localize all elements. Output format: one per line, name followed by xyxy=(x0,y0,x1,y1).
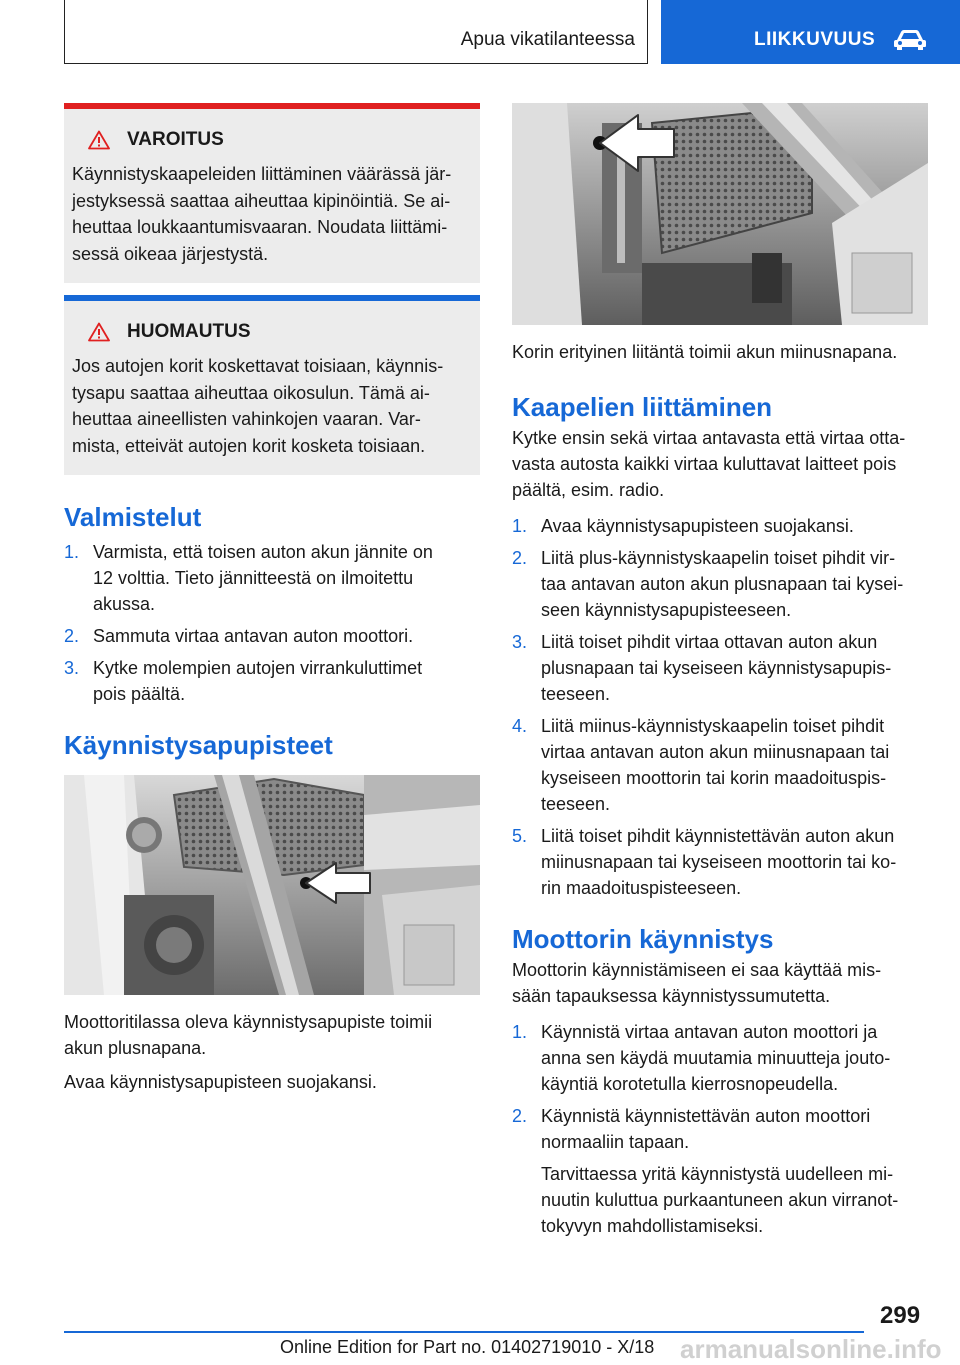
engine-start-intro: Moottorin käynnistämiseen ei saa käyttää mis- sään tapauksessa käynnistyssumutetta. xyxy=(512,960,882,1006)
list-item: 3. Liitä toiset pihdit virtaa ottavan auton akun plusnapaan tai kyseiseen käynnistysapupis- teeseen. xyxy=(512,632,892,704)
engine-start-heading: Moottorin käynnistys xyxy=(512,924,774,954)
left-column xyxy=(64,103,480,1095)
warning-triangle-icon xyxy=(88,130,110,150)
connect-steps xyxy=(512,513,928,901)
list-item: 4. Liitä miinus-käynnistyskaapelin toiset pihdit virtaa antavan auton akun miinusnapaan tai kyseiseen moottorin tai korin maadoituspis- teeseen. xyxy=(512,716,890,814)
right-column xyxy=(512,103,928,1239)
engine-start-step2-extra: Tarvittaessa yritä käynnistystä uudelleen mi- nuutin kuluttua purkaantuneen akun virranot- tokyvyn mahdollistamiseksi. xyxy=(541,1164,899,1236)
notice-box xyxy=(64,295,480,475)
connect-heading: Kaapelien liittäminen xyxy=(512,392,773,422)
jump-points-heading: Käynnistysapupisteet xyxy=(64,730,333,760)
warning-title: VAROITUS xyxy=(127,129,224,150)
header-section-tab xyxy=(64,0,648,64)
notice-text: Jos autojen korit koskettavat toisiaan, käynnis- tysapu saattaa aiheuttaa oikosulun. Tämä ai- heuttaa aineellisten vahinkojen vaaran. Var- mista, etteivät autojen korit kosketa toisiaan. xyxy=(72,356,444,456)
list-item: 1. Varmista, että toisen auton akun jännite on 12 volttia. Tieto jännitteestä on ilmoitettu akussa. xyxy=(64,542,433,614)
notice-title: HUOMAUTUS xyxy=(127,321,251,342)
list-item: 2. Käynnistä käynnistettävän auton moottori normaaliin tapaan. xyxy=(512,1106,871,1152)
engine-bay-photo-plus xyxy=(64,775,480,995)
car-icon xyxy=(893,28,927,50)
list-item: 5. Liitä toiset pihdit käynnistettävän auton akun miinusnapaan tai kyseiseen moottorin tai ko- rin maadoituspisteeseen. xyxy=(512,826,897,898)
footer-divider xyxy=(64,1331,864,1333)
chapter-title: LIIKKUVUUS xyxy=(754,29,876,50)
page-number: 299 xyxy=(880,1302,921,1329)
warning-box xyxy=(64,103,480,283)
minus-point-caption: Korin erityinen liitäntä toimii akun miinusnapana. xyxy=(512,342,898,362)
section-title: Apua vikatilanteessa xyxy=(460,29,635,50)
list-item: 2. Sammuta virtaa antavan auton moottori. xyxy=(64,626,414,646)
watermark: armanualsonline.info xyxy=(680,1334,942,1364)
jump-points-note: Avaa käynnistysapupisteen suojakansi. xyxy=(64,1072,377,1092)
prep-steps xyxy=(64,539,480,707)
footer-edition: Online Edition for Part no. 01402719010 - X/18 xyxy=(280,1337,655,1357)
connect-intro: Kytke ensin sekä virtaa antavasta että virtaa otta- vasta autosta kaikki virtaa kuluttavat laitteet pois päältä, esim. radio. xyxy=(512,428,906,500)
engine-bay-photo-minus xyxy=(512,103,928,325)
prep-heading: Valmistelut xyxy=(64,502,202,532)
warning-triangle-icon xyxy=(88,322,110,342)
list-item: 1. Käynnistä virtaa antavan auton moottori ja anna sen käydä muutamia minuutteja jouto- käyntiä korotetulla kierrosnopeudella. xyxy=(512,1022,891,1094)
warning-text: Käynnistyskaapeleiden liittäminen väärässä jär- jestyksessä saattaa aiheuttaa kipinöintiä. Se ai- heuttaa loukkaantumisvaaran. Noudata liittämi- sessä oikeaa järjestystä. xyxy=(72,164,452,264)
engine-start-steps xyxy=(512,1019,928,1155)
list-item: 3. Kytke molempien autojen virrankuluttimet pois päältä. xyxy=(64,658,423,704)
list-item: 1. Avaa käynnistysapupisteen suojakansi. xyxy=(512,516,854,536)
header-chapter-tab xyxy=(661,0,960,64)
jump-points-caption: Moottoritilassa oleva käynnistysapupiste toimii akun plusnapana. xyxy=(64,1012,433,1058)
list-item: 2. Liitä plus-käynnistyskaapelin toiset pihdit vir- taa antavan auton akun plusnapaan tai kysei- seen käynnistysapupisteeseen. xyxy=(512,548,904,620)
